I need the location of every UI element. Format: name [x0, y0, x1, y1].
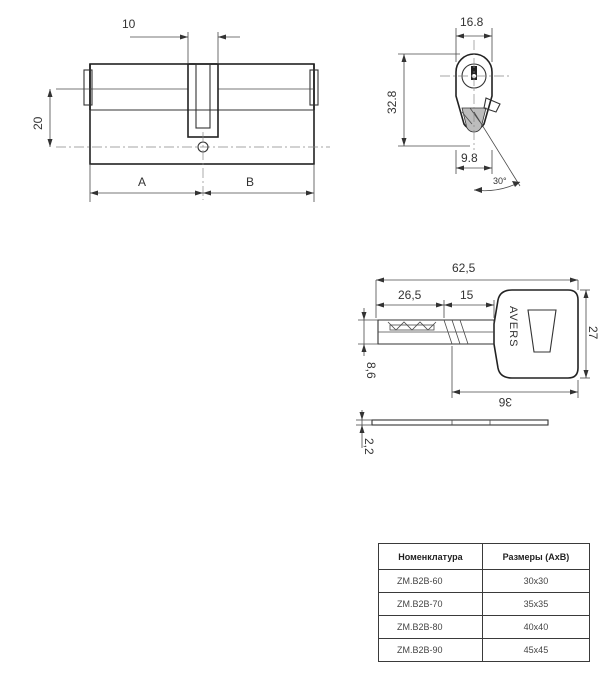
cam-slot	[188, 64, 218, 137]
table-row	[379, 616, 590, 639]
cylinder-body-outline	[90, 64, 314, 164]
dim-cam-width: 9.8	[461, 151, 478, 165]
dim-key-shank: 36	[498, 395, 512, 409]
dim-key-mid: 15	[460, 288, 474, 302]
dim-key-left: 26,5	[398, 288, 422, 302]
dim-length-a: A	[138, 175, 147, 189]
dim-profile-width: 16.8	[460, 15, 484, 29]
key-view	[356, 261, 600, 455]
cell-size: 45x45	[482, 639, 589, 662]
dim-profile-height: 32.8	[385, 90, 399, 114]
key-head-window	[528, 310, 556, 352]
cell-sku: ZM.B2B-90	[379, 639, 483, 662]
cell-sku: ZM.B2B-80	[379, 616, 483, 639]
cell-size: 30x30	[482, 570, 589, 593]
key-brand-logo: AVERS	[507, 306, 519, 348]
dim-cylinder-height: 20	[31, 116, 45, 130]
key-side-profile	[372, 420, 548, 425]
cell-sku: ZM.B2B-70	[379, 593, 483, 616]
header-sizes: Размеры (АхВ)	[482, 544, 589, 570]
dim-key-width: 27	[586, 326, 600, 340]
table-row	[379, 570, 590, 593]
dim-key-total: 62,5	[452, 261, 476, 275]
dim-slot-width: 10	[122, 17, 136, 31]
header-nomenclature: Номенклатура	[379, 544, 483, 570]
table-row	[379, 639, 590, 662]
dim-cam-angle: 30°	[493, 176, 507, 186]
cylinder-side-view	[385, 15, 520, 193]
cylinder-front-view	[31, 17, 330, 202]
dim-key-blade: 8,6	[364, 362, 378, 379]
cell-sku: ZM.B2B-60	[379, 570, 483, 593]
table-header-row	[379, 544, 590, 570]
dim-key-thickness: 2,2	[362, 438, 376, 455]
size-table	[378, 543, 590, 662]
key-head	[494, 290, 578, 378]
table-row	[379, 593, 590, 616]
dim-length-b: B	[246, 175, 255, 189]
cell-size: 35x35	[482, 593, 589, 616]
cell-size: 40x40	[482, 616, 589, 639]
